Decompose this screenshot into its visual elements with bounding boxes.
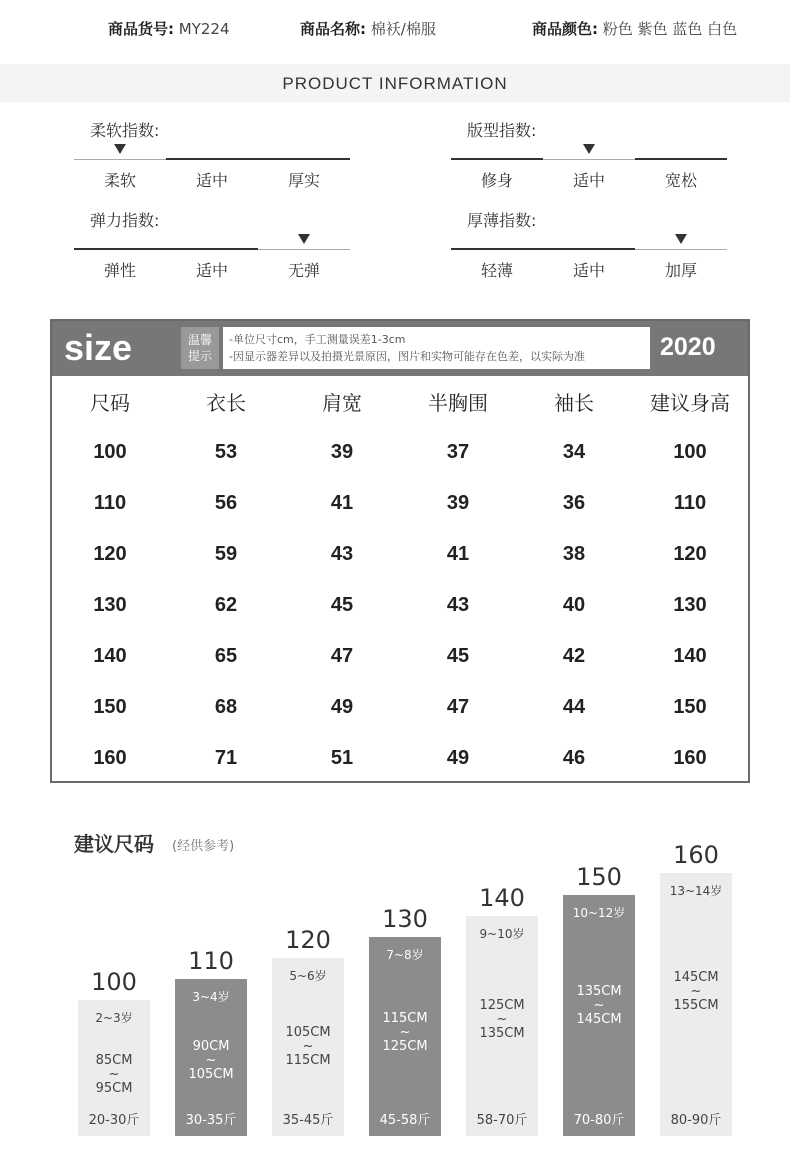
- bar-height-from: 135CM: [576, 983, 622, 999]
- item-number-label: 商品货号:: [108, 20, 174, 38]
- bar-body: [660, 873, 732, 1136]
- size-heading: size: [64, 327, 133, 368]
- index-scale-segment: [74, 159, 166, 160]
- bar-height-from: 145CM: [673, 969, 719, 985]
- table-row: [52, 682, 748, 733]
- bar-height-to: 145CM: [576, 1011, 622, 1027]
- table-cell: 34: [562, 441, 586, 463]
- table-cell: 130: [673, 594, 707, 616]
- table-cell: 62: [214, 594, 238, 616]
- elasticity-index: [74, 208, 354, 288]
- index-option: 柔软: [103, 171, 136, 190]
- bar-size-label: 100: [91, 968, 137, 996]
- index-scale-segment: [451, 248, 543, 250]
- bar-age: 3~4岁: [192, 989, 230, 1004]
- table-cell: 160: [673, 747, 707, 769]
- table-cell: 53: [214, 441, 238, 463]
- table-cell: 41: [330, 492, 354, 514]
- index-option: 无弹: [287, 261, 320, 280]
- table-cell: 100: [93, 441, 127, 463]
- bar-size-label: 120: [285, 925, 331, 954]
- recommend-title: 建议尺码: [74, 832, 154, 856]
- table-cell: 47: [330, 645, 354, 667]
- product-info-row: [0, 0, 790, 56]
- thickness-index: [451, 208, 731, 288]
- recommend-bar: [563, 863, 635, 1137]
- table-cell: 59: [214, 543, 238, 565]
- tip-line: -因显示器差异以及拍摄光景原因，图片和实物可能存在色差，以实际为准: [229, 350, 585, 363]
- column-header: 衣长: [206, 391, 246, 415]
- table-row: [52, 580, 748, 631]
- recommend-bar: [78, 968, 150, 1136]
- table-cell: 120: [673, 543, 707, 565]
- table-cell: 39: [330, 441, 354, 463]
- bar-body: [466, 916, 538, 1136]
- table-cell: 51: [330, 747, 354, 769]
- item-colors-label: 商品颜色:: [532, 20, 598, 38]
- item-colors-value: 粉色 紫色 蓝色 白色: [602, 20, 738, 38]
- tip-line: -单位尺寸cm，手工测量误差1-3cm: [229, 333, 406, 346]
- index-scale-segment: [635, 249, 727, 250]
- bar-height-from: 85CM: [95, 1053, 133, 1069]
- tip-tag: [181, 327, 219, 369]
- table-cell: 150: [673, 696, 707, 718]
- item-colors: [532, 18, 737, 39]
- table-cell: 36: [562, 492, 586, 514]
- bar-size-label: 150: [576, 862, 622, 891]
- table-row: [52, 631, 748, 682]
- recommend-bar: [272, 926, 344, 1136]
- bar-weight: 58-70斤: [476, 1113, 528, 1128]
- table-cell: 160: [93, 747, 127, 769]
- bar-body: [563, 895, 635, 1137]
- softness-index: [74, 118, 354, 198]
- table-row: [52, 733, 748, 784]
- year-label: 2020: [660, 333, 716, 361]
- table-cell: 130: [93, 594, 127, 616]
- index-scale-segment: [74, 248, 166, 250]
- index-title: 弹力指数:: [90, 211, 160, 230]
- table-cell: 47: [446, 696, 470, 718]
- index-option: 弹性: [103, 261, 136, 280]
- table-cell: 56: [214, 492, 238, 514]
- bar-size-label: 130: [382, 904, 428, 933]
- index-option: 适中: [572, 171, 605, 190]
- bar-height-to: 115CM: [285, 1053, 331, 1069]
- table-cell: 68: [214, 696, 238, 718]
- bar-size-label: 160: [673, 841, 719, 870]
- fit-index: [451, 118, 731, 198]
- tip-tag-line: 温馨: [187, 333, 212, 347]
- bar-height-tilde: ~: [593, 997, 605, 1013]
- bar-height-to: 105CM: [188, 1067, 234, 1083]
- table-cell: 40: [562, 594, 586, 616]
- index-option: 加厚: [664, 261, 697, 280]
- bar-age: 13~14岁: [669, 884, 723, 899]
- bar-weight: 80-90斤: [670, 1113, 722, 1128]
- table-cell: 41: [446, 543, 470, 565]
- index-option: 适中: [572, 261, 605, 280]
- bar-weight: 35-45斤: [282, 1113, 334, 1128]
- table-cell: 43: [330, 543, 354, 565]
- recommend-bar: [466, 884, 538, 1136]
- bar-age: 5~6岁: [289, 968, 327, 983]
- bar-age: 2~3岁: [95, 1011, 133, 1025]
- column-header: 袖长: [554, 391, 594, 415]
- index-marker-icon: [114, 144, 126, 154]
- table-cell: 140: [93, 645, 127, 667]
- bar-height-to: 125CM: [382, 1039, 428, 1055]
- item-name-label: 商品名称:: [300, 20, 366, 38]
- table-cell: 100: [673, 441, 707, 463]
- column-header: 建议身高: [650, 391, 730, 415]
- table-cell: 150: [93, 696, 127, 718]
- bar-body: [369, 937, 441, 1136]
- index-scale-segment: [543, 159, 635, 160]
- table-cell: 71: [214, 747, 238, 769]
- recommend-bar: [369, 905, 441, 1136]
- size-table-header: [52, 321, 748, 376]
- index-scale-segment: [258, 158, 350, 160]
- bar-height-from: 125CM: [479, 997, 525, 1013]
- index-option: 宽松: [664, 171, 697, 190]
- bar-age: 10~12岁: [572, 905, 626, 920]
- bar-body: [78, 1000, 150, 1136]
- table-row: [52, 478, 748, 529]
- bar-height-tilde: ~: [690, 983, 702, 999]
- table-row: [52, 529, 748, 580]
- bar-weight: 20-30斤: [88, 1113, 140, 1128]
- index-marker-icon: [583, 144, 595, 154]
- column-header: 肩宽: [322, 391, 362, 415]
- table-cell: 43: [446, 594, 470, 616]
- table-cell: 110: [93, 492, 127, 514]
- index-option: 轻薄: [480, 261, 513, 280]
- bar-height-to: 135CM: [479, 1025, 525, 1041]
- table-header-row: [52, 376, 748, 427]
- table-cell: 44: [562, 696, 586, 718]
- item-number: [108, 18, 230, 39]
- bar-body: [175, 979, 247, 1136]
- index-title: 柔软指数:: [90, 121, 160, 140]
- table-cell: 110: [673, 492, 707, 514]
- product-info-title: PRODUCT INFORMATION: [282, 74, 508, 93]
- recommend-bar: [175, 947, 247, 1136]
- column-header: 半胸围: [428, 391, 488, 415]
- tip-box: [223, 327, 650, 369]
- bar-height-from: 115CM: [382, 1011, 428, 1027]
- bar-weight: 70-80斤: [573, 1113, 625, 1128]
- index-option: 修身: [480, 171, 513, 190]
- table-cell: 49: [446, 747, 470, 769]
- bar-weight: 45-58斤: [379, 1113, 431, 1128]
- index-scale-segment: [635, 158, 727, 160]
- index-scale-segment: [543, 248, 635, 250]
- bar-height-from: 105CM: [285, 1025, 331, 1041]
- table-row: [52, 427, 748, 478]
- recommend-bar: [660, 841, 732, 1136]
- index-option: 适中: [195, 171, 228, 190]
- size-table: [50, 319, 750, 783]
- table-cell: 45: [330, 594, 354, 616]
- table-cell: 120: [93, 543, 127, 565]
- table-cell: 39: [446, 492, 470, 514]
- bar-height-tilde: ~: [399, 1025, 411, 1041]
- table-cell: 45: [446, 645, 470, 667]
- index-option: 厚实: [287, 171, 320, 190]
- bar-height-tilde: ~: [205, 1053, 217, 1069]
- table-cell: 140: [673, 645, 707, 667]
- item-number-value: MY224: [178, 20, 230, 38]
- bar-height-to: 95CM: [95, 1081, 133, 1097]
- bar-body: [272, 958, 344, 1136]
- index-option: 适中: [195, 261, 228, 280]
- bar-size-label: 140: [479, 883, 525, 912]
- bar-weight: 30-35斤: [185, 1113, 237, 1128]
- index-scale-segment: [451, 158, 543, 160]
- bar-height-tilde: ~: [108, 1067, 120, 1083]
- table-cell: 65: [214, 645, 238, 667]
- index-title: 版型指数:: [467, 121, 537, 140]
- table-cell: 46: [562, 747, 586, 769]
- index-title: 厚薄指数:: [467, 211, 537, 230]
- item-name: [300, 18, 436, 39]
- table-cell: 49: [330, 696, 354, 718]
- bar-age: 7~8岁: [386, 947, 424, 962]
- recommend-subtitle: (经供参考): [172, 839, 235, 854]
- index-scale-segment: [166, 248, 258, 250]
- tip-tag-line: 提示: [187, 349, 212, 363]
- column-header: 尺码: [90, 391, 130, 415]
- bar-size-label: 110: [188, 946, 234, 975]
- index-marker-icon: [298, 234, 310, 244]
- table-cell: 38: [562, 543, 586, 565]
- table-cell: 42: [562, 645, 586, 667]
- bar-height-from: 90CM: [192, 1039, 230, 1055]
- item-name-value: 棉袄/棉服: [370, 20, 436, 38]
- bar-height-tilde: ~: [302, 1039, 314, 1055]
- table-cell: 37: [446, 441, 470, 463]
- bar-age: 9~10岁: [479, 926, 525, 941]
- bar-height-to: 155CM: [673, 997, 719, 1013]
- index-scale-segment: [166, 158, 258, 160]
- index-scale-segment: [258, 249, 350, 250]
- size-table-body: [52, 376, 748, 784]
- bar-height-tilde: ~: [496, 1011, 508, 1027]
- index-marker-icon: [675, 234, 687, 244]
